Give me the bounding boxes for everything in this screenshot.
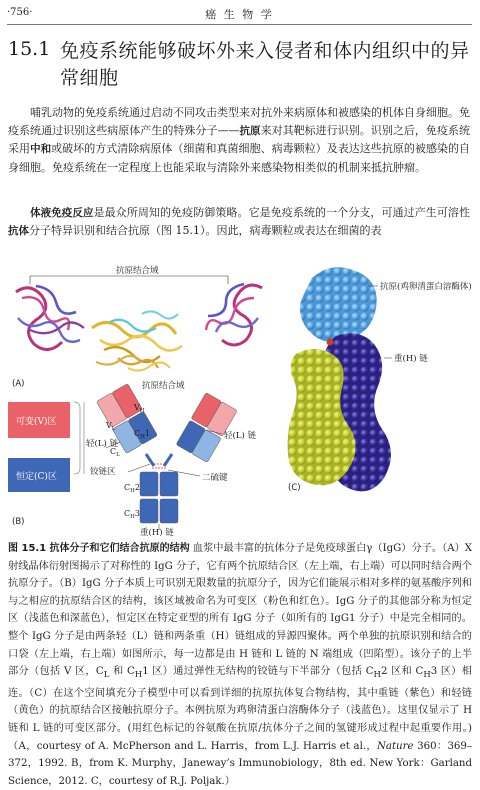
figure-illustration xyxy=(0,258,480,536)
hinge-label: 铰链区 xyxy=(90,467,116,477)
panel-a-ribbon-structure xyxy=(6,264,272,378)
figure-15-1 xyxy=(0,258,480,536)
caption-sub: H xyxy=(134,670,143,681)
header-rule xyxy=(7,24,472,25)
term-antigen: 抗原 xyxy=(239,125,261,138)
panel-b-schematic xyxy=(8,380,256,536)
caption-sub: H xyxy=(373,670,381,681)
disulfide-label: 二硫键 xyxy=(202,473,228,483)
caption-text: 3 区）相连。（C）在这个空间填充分子模型中可以看到详细的抗原抗体复合物结构，其中重链（紫色）和轻链（黄色）的抗原结合区接触抗原分子。本例抗原为鸡卵清蛋白溶酶体分子（浅蓝色）。这里仅显示了 H 链和 L 链的可变区部分。(用红色标记的谷氨酸在抗原/抗体分子之间的氢键形成过程中起重要作用。)（A，courtesy of A. McPherson and L. Harris，from L.J. Harris et al.， xyxy=(8,666,472,752)
caption-text: 血浆中最丰富的抗体分子是免疫球蛋白γ（IgG）分子。（A）X 射线晶体衍射图揭示了对称性的 IgG 分子，它有两个抗原结合区（左上端，右上端）可以同时结合两个抗原分子。（B）IgG 分子本质上可识别无限数量的抗原分子，因为它们能展示相对多样的氨基酸序列和与之相应的抗原结合区的结构，该区域被命名为可变区（粉色和红色）。IgG 分子的其他部分称为恒定区（浅蓝色和深蓝色），恒定区在特定亚型的所有 IgG 分子（如所有的 IgG1 分子）中是完全相同的。整个 IgG 分子是由两条轻（L）链和两条重（H）链组成的异源四聚体。两个单独的抗原识别和结合的口袋（左上端，右上端）如图所示，每一边都是由 H 链和 L 链的 N 端组成（凹陷型）。该分子的上半部分（包括 V 区，C xyxy=(8,543,473,678)
heavy-chain-label-c: 重(H) 链 xyxy=(394,354,428,364)
journal-name: Nature xyxy=(376,740,414,752)
paragraph-text: 是最众所周知的免疫防御策略。它是免疫系统的一个分支，可通过产生可溶性 xyxy=(93,206,471,219)
antigen-label: 抗原(鸡卵清蛋白溶酶体) xyxy=(380,282,472,292)
book-title: 癌 生 物 学 xyxy=(205,8,274,21)
antigen-blob xyxy=(300,267,377,342)
body-paragraph-2 xyxy=(8,204,470,240)
caption-label: 图 15.1 xyxy=(8,543,47,554)
panel-c-space-filling-model xyxy=(288,267,472,493)
caption-text: 360：369–372，1992. B，from K. Murphy，Janeway’s Immunobiology，8th ed. New York：Garland Science，2012. C，courtesy of R.J. Poljak.） xyxy=(8,740,472,787)
panel-b-label: (B) xyxy=(12,517,25,527)
caption-text: 2 区和 C xyxy=(380,666,424,678)
running-header xyxy=(7,5,472,23)
paragraph-text: 分子特异识别和结合抗原（图 15.1）。因此，病毒颗粒或表达在细菌的表 xyxy=(29,224,382,238)
caption-text: 和 C xyxy=(109,666,135,678)
caption-sub: L xyxy=(103,670,110,681)
domain-cl: $C_L$ xyxy=(110,447,120,458)
term-neutralize: 中和 xyxy=(30,143,52,156)
light-chain-left-label: 轻(L) 链 xyxy=(86,439,118,449)
panel-a-top-label: 抗原结合域 xyxy=(116,266,159,276)
light-chain-right-label: 轻(L) 链 xyxy=(224,431,256,441)
domain-ch1: $C_H1$ xyxy=(134,429,151,440)
constant-region-label: 恒定(C)区 xyxy=(16,472,57,482)
panel-c-label: (C) xyxy=(288,483,301,493)
caption-sub: H xyxy=(423,670,431,681)
panel-a-label: (A) xyxy=(12,379,25,389)
panel-b-top-label: 抗原结合域 xyxy=(142,381,185,391)
paragraph-text: 或破坏的方式清除病原体（细菌和真菌细胞、病毒颗粒）及表达这些抗原的被感染的自身细胞。免疫系统在一定程度上也能采取与清除外来感染物相类似的机制来抵抗肿瘤。 xyxy=(8,142,471,174)
domain-ch3: $C_H3$ xyxy=(124,509,141,520)
page-number: ·756· xyxy=(7,7,33,18)
domain-vl: $V_L$ xyxy=(106,421,116,432)
glutamate-marker xyxy=(327,339,334,346)
paragraph-text: 哺乳动物的免疫系统通过启动不同攻击类型来对抗外来病原体和被感染的机体自身细胞。免疫系统通过识别这些病原体产生的特殊分子—— xyxy=(8,106,470,138)
caption-text: 1 区）通过弹性无结构的铰链与下半部分（包括 C xyxy=(142,666,374,678)
figure-caption xyxy=(8,540,472,790)
domain-ch2: $C_H2$ xyxy=(124,483,141,494)
term-humoral-response: 体液免疫反应 xyxy=(30,207,94,219)
heavy-chain-label-b: 重(H) 链 xyxy=(140,528,174,536)
body-paragraph-1 xyxy=(8,104,470,177)
caption-title: 抗体分子和它们结合抗原的结构 xyxy=(49,543,190,554)
variable-region-label: 可变(V)区 xyxy=(16,417,57,427)
section-title: 免疫系统能够破坏外来入侵者和体内组织中的异常细胞 xyxy=(60,40,470,89)
term-antibody: 抗体 xyxy=(8,225,29,238)
section-number: 15.1 xyxy=(8,38,51,60)
domain-vh: $V_H$ xyxy=(134,403,145,414)
paragraph-text: 来对其靶标进行识别。识别之后，免疫系统采用 xyxy=(8,124,471,156)
